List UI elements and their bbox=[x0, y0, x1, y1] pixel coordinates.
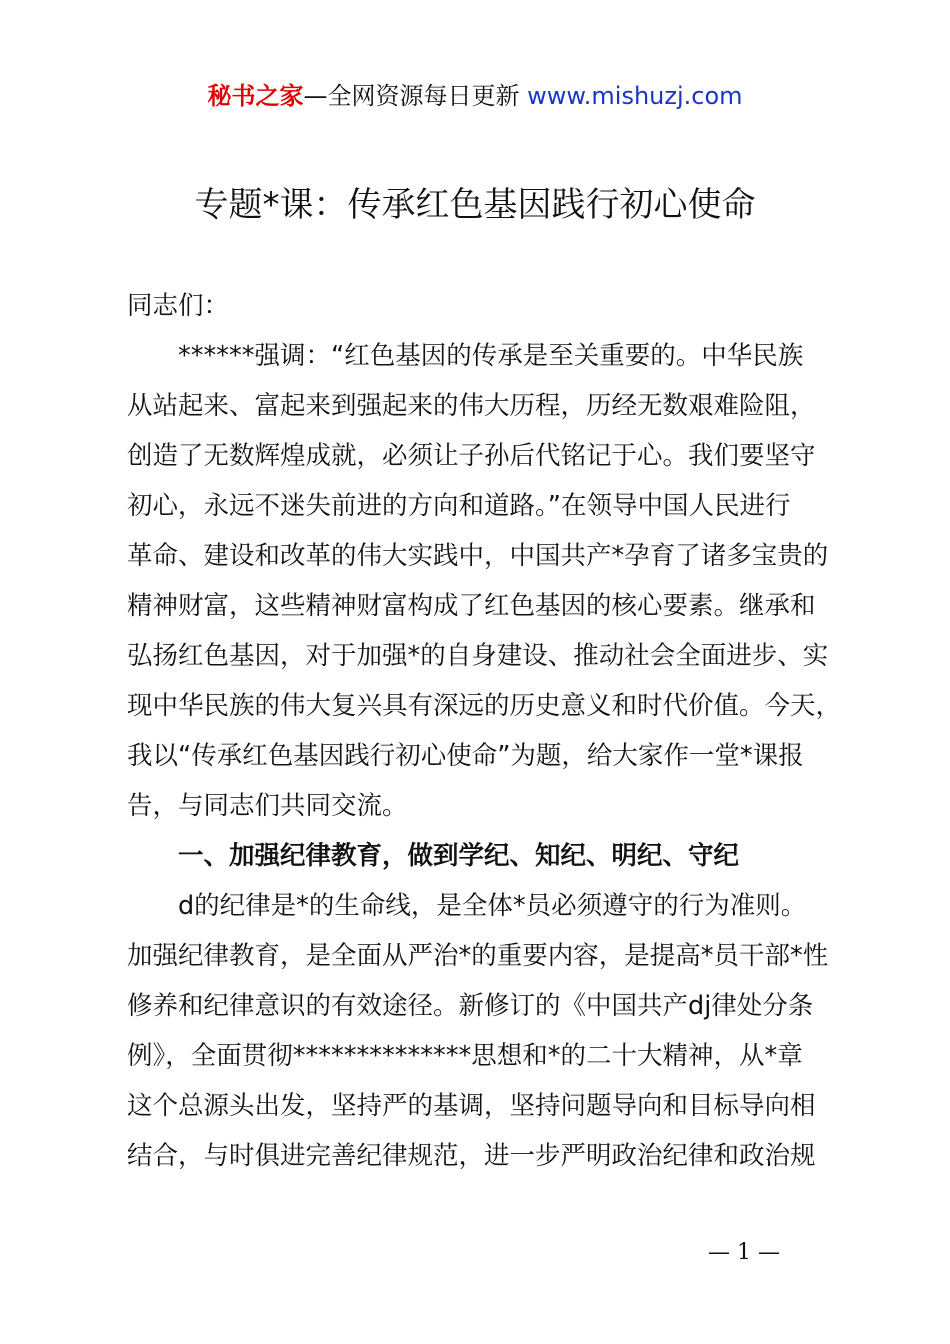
document-body bbox=[127, 281, 867, 1181]
site-url-link[interactable]: www.mishuzj.com bbox=[527, 82, 743, 110]
brand-name: 秘书之家 bbox=[207, 82, 304, 110]
paragraph-intro bbox=[127, 331, 867, 831]
paragraph-line: 这个总源头出发，坚持严的基调，坚持问题导向和目标导向相 bbox=[127, 1091, 816, 1121]
paragraph-line: 精神财富，这些精神财富构成了红色基因的核心要素。继承和 bbox=[127, 591, 816, 621]
paragraph-line: 创造了无数辉煌成就，必须让子孙后代铭记于心。我们要坚守 bbox=[127, 441, 816, 471]
paragraph-line: 从站起来、富起来到强起来的伟大历程，历经无数艰难险阻， bbox=[127, 391, 816, 421]
page-number: — 1 — bbox=[708, 1240, 780, 1265]
paragraph-line: 结合，与时俱进完善纪律规范，进一步严明政治纪律和政治规 bbox=[127, 1141, 816, 1171]
greeting: 同志们： bbox=[127, 291, 230, 321]
site-header bbox=[0, 76, 950, 116]
paragraph-line: 我以“传承红色基因践行初心使命”为题，给大家作一堂*课报 bbox=[127, 741, 804, 771]
paragraph-line: 现中华民族的伟大复兴具有深远的历史意义和时代价值。今天， bbox=[127, 691, 842, 721]
header-slogan: —全网资源每日更新 bbox=[303, 82, 528, 110]
paragraph-line: 告，与同志们共同交流。 bbox=[127, 791, 408, 821]
paragraph-line: 弘扬红色基因，对于加强*的自身建设、推动社会全面进步、实 bbox=[127, 641, 829, 671]
paragraph-line: 初心，永远不迷失前进的方向和道路。”在领导中国人民进行 bbox=[127, 491, 791, 521]
paragraph-line: 革命、建设和改革的伟大实践中，中国共产*孕育了诸多宝贵的 bbox=[127, 541, 829, 571]
paragraph-line: ******强调：“红色基因的传承是至关重要的。中华民族 bbox=[178, 341, 804, 371]
paragraph-line: 加强纪律教育，是全面从严治*的重要内容，是提高*员干部*性 bbox=[127, 941, 829, 971]
paragraph-discipline bbox=[127, 881, 867, 1181]
section-heading: 一、加强纪律教育，做到学纪、知纪、明纪、守纪 bbox=[178, 841, 740, 871]
document-title: 专题*课：传承红色基因践行初心使命 bbox=[194, 185, 756, 225]
paragraph-line: 例》，全面贯彻**************思想和*的二十大精神，从*章 bbox=[127, 1041, 803, 1071]
paragraph-line: 修养和纪律意识的有效途径。新修订的《中国共产dj律处分条 bbox=[127, 991, 814, 1021]
paragraph-line: d的纪律是*的生命线，是全体*员必须遵守的行为准则。 bbox=[178, 891, 807, 921]
